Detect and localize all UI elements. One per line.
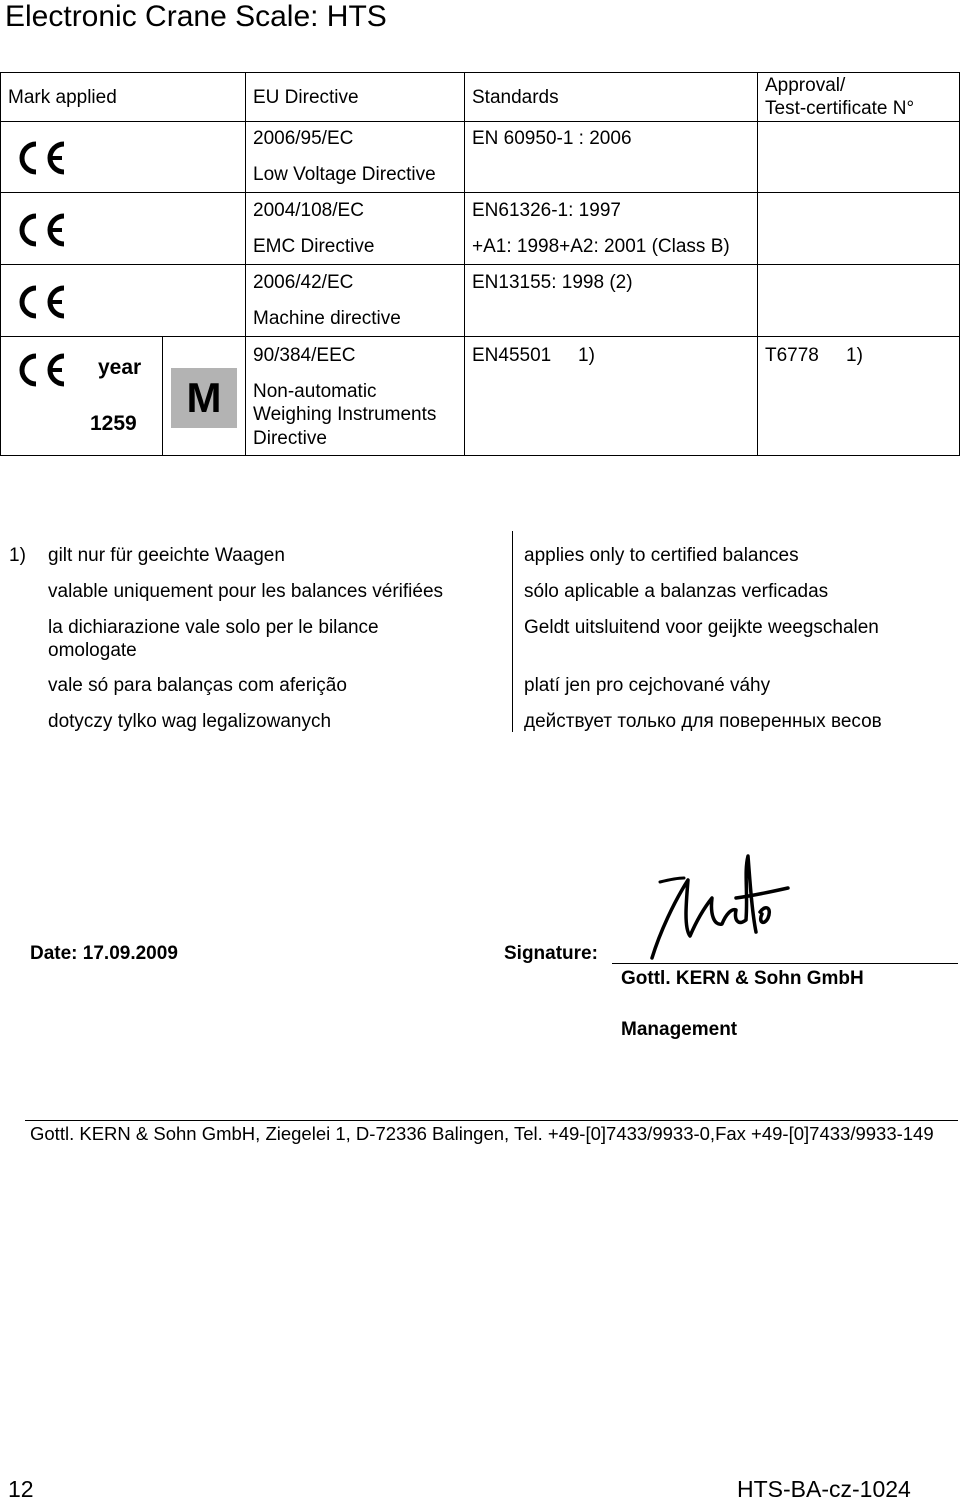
directive-name: EMC Directive (253, 236, 375, 257)
directive-code: 2006/42/EC (253, 272, 354, 293)
ce-mark-icon (12, 284, 70, 320)
ce-mark-icon (12, 352, 70, 388)
header-mark-applied: Mark applied (8, 87, 117, 108)
footnote-text-es: sólo aplicable a balanzas verficadas (524, 581, 829, 602)
footnote-text-de: gilt nur für geeichte Waagen (48, 545, 285, 566)
ce-mark-icon (12, 212, 70, 248)
signature-line (612, 963, 958, 964)
table-border-bottom (0, 455, 960, 456)
metrology-mark: M (171, 368, 237, 428)
standard-value: EN 60950-1 : 2006 (472, 128, 632, 149)
standard-value: EN45501 (472, 345, 552, 366)
standard-value: EN13155: 1998 (2) (472, 272, 633, 293)
directive-name-line: Weighing Instruments (253, 404, 437, 425)
table-border-left (0, 72, 1, 456)
footnote-text-ru: действует только для поверенных весов (524, 711, 882, 732)
page-number: 12 (8, 1476, 34, 1502)
table-row-divider (0, 121, 960, 122)
footnote-text-pt: vale só para balanças com aferição (48, 675, 347, 696)
directive-name-line: Directive (253, 428, 327, 449)
footnote-text-it: la dichiarazione vale solo per le bilance (48, 617, 379, 638)
footnote-text-cz: platí jen pro cejchované váhy (524, 675, 771, 696)
company-name: Gottl. KERN & Sohn GmbH (621, 968, 864, 989)
footnote-ref: 1) (846, 345, 863, 366)
standard-amendment: +A1: 1998+A2: 2001 (Class B) (472, 236, 730, 257)
footnote-text-pl: dotyczy tylko wag legalizowanych (48, 711, 332, 732)
table-col-divider (464, 72, 465, 456)
table-row-divider (0, 192, 960, 193)
table-col-divider (757, 72, 758, 456)
footnote-text-nl: Geldt uitsluitend voor geijkte weegschalen (524, 617, 879, 638)
date-label: Date: 17.09.2009 (30, 943, 178, 964)
company-address: Gottl. KERN & Sohn GmbH, Ziegelei 1, D-72336 Balingen, Tel. +49-[0]7433/9933-0,Fax +49-[0]7433/9933-149 (30, 1123, 934, 1144)
directive-code: 2006/95/EC (253, 128, 354, 149)
header-eu-directive: EU Directive (253, 87, 359, 108)
approval-number: T6778 (765, 345, 819, 366)
notified-body-number: 1259 (90, 412, 137, 435)
ce-mark-icon (12, 140, 70, 176)
header-test-certificate: Test-certificate N° (765, 98, 915, 119)
footnote-text-en: applies only to certified balances (524, 545, 799, 566)
directive-name-line: Non-automatic (253, 381, 377, 402)
directive-name: Machine directive (253, 308, 401, 329)
directive-code: 2004/108/EC (253, 200, 364, 221)
header-standards: Standards (472, 87, 559, 108)
table-row-divider (0, 336, 960, 337)
table-subcol-divider (162, 336, 163, 456)
footnote-divider (512, 531, 513, 732)
signature-label: Signature: (504, 943, 598, 964)
directive-code: 90/384/EEC (253, 345, 356, 366)
footnote-text-fr: valable uniquement pour les balances vérifiées (48, 581, 444, 602)
footer-rule (25, 1120, 958, 1121)
table-border-top (0, 72, 960, 73)
footnote-marker: 1) (9, 545, 26, 566)
footnote-ref: 1) (578, 345, 595, 366)
document-code: HTS-BA-cz-1024 (737, 1476, 911, 1502)
table-row-divider (0, 264, 960, 265)
header-approval: Approval/ (765, 75, 846, 96)
handwritten-signature (640, 852, 800, 964)
document-title: Electronic Crane Scale: HTS (5, 0, 387, 33)
signatory-role: Management (621, 1019, 738, 1040)
directive-name: Low Voltage Directive (253, 164, 436, 185)
year-label: year (98, 356, 142, 379)
table-col-divider (245, 72, 246, 456)
standard-value: EN61326-1: 1997 (472, 200, 621, 221)
footnote-text-it-cont: omologate (48, 640, 137, 661)
